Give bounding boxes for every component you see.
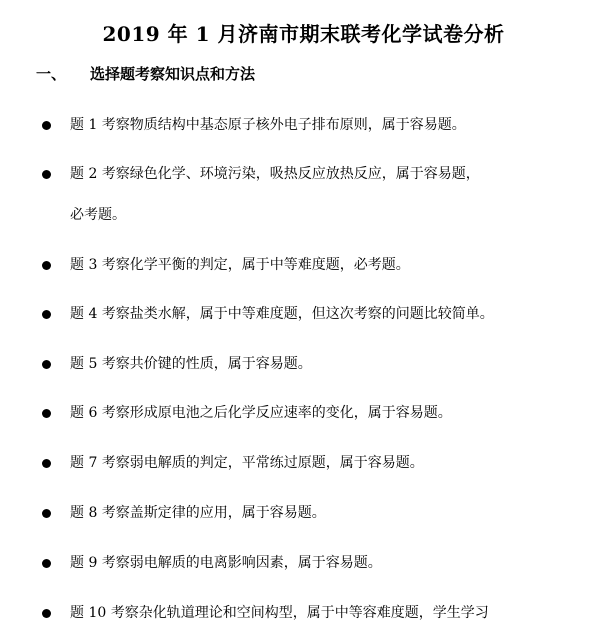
list-item-text: 题 9 考察弱电解质的电离影响因素，属于容易题。 (70, 555, 382, 571)
bullet-icon (42, 121, 51, 130)
list-item-text: 题 5 考察共价键的性质，属于容易题。 (70, 356, 312, 372)
bullet-icon (42, 310, 51, 319)
bullet-icon (42, 360, 51, 369)
list-item-text: 题 3 考察化学平衡的判定，属于中等难度题，必考题。 (70, 257, 410, 273)
list-item-text: 题 6 考察形成原电池之后化学反应速率的变化，属于容易题。 (70, 405, 452, 421)
list-item-text: 题 8 考察盖斯定律的应用，属于容易题。 (70, 505, 326, 521)
section-heading (36, 63, 255, 84)
document-title: 2019 年 1 月济南市期末联考化学试卷分析 (102, 22, 505, 46)
list-item-text: 题 7 考察弱电解质的判定，平常练过原题，属于容易题。 (70, 455, 424, 471)
bullet-icon (42, 261, 51, 270)
list-item-text: 题 2 考察绿色化学、环境污染，吸热反应放热反应，属于容易题， (70, 166, 480, 182)
list-item-text: 题 1 考察物质结构中基态原子核外电子排布原则，属于容易题。 (70, 117, 466, 133)
bullet-icon (42, 609, 51, 618)
bullet-icon (42, 409, 51, 418)
list-item-text: 题 10 考察杂化轨道理论和空间构型，属于中等容难度题，学生学习 (70, 605, 489, 621)
list-item-text: 题 4 考察盐类水解，属于中等难度题，但这次考察的问题比较简单。 (70, 306, 494, 322)
bullet-icon (42, 559, 51, 568)
list-item-continuation: 必考题。 (70, 207, 126, 223)
bullet-icon (42, 170, 51, 179)
section-title: 选择题考察知识点和方法 (90, 65, 256, 83)
section-number: 一、 (36, 65, 67, 83)
bullet-icon (42, 459, 51, 468)
bullet-icon (42, 509, 51, 518)
